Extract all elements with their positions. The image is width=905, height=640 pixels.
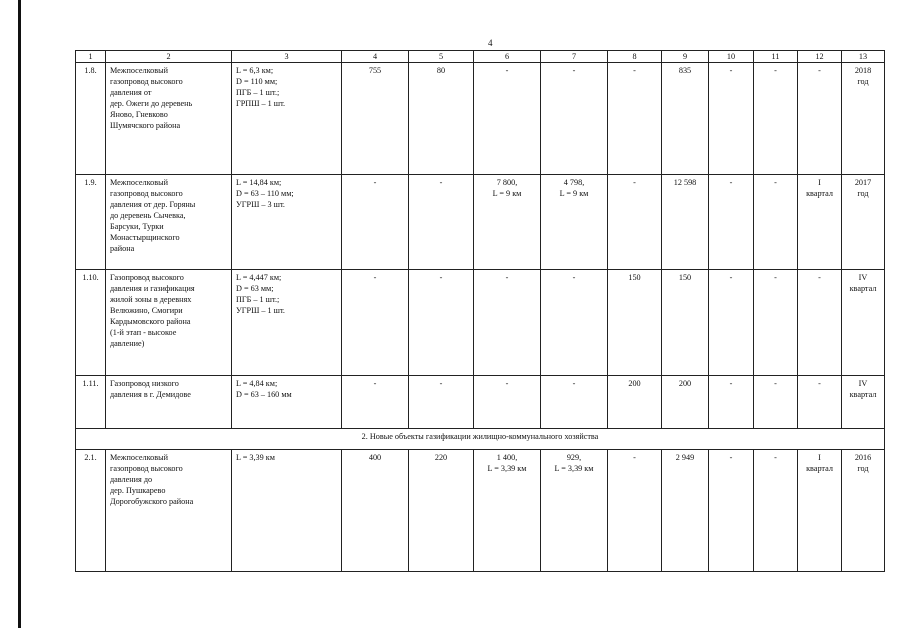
deadline-line: IV (858, 273, 868, 282)
deadline-line: квартал (806, 464, 833, 473)
object-name-line: Межпоселковый (110, 66, 168, 75)
table-row (76, 175, 885, 270)
object-name-line: района (110, 244, 135, 253)
cell-col-4: - (342, 376, 409, 429)
cell-col-8: - (608, 175, 662, 270)
cell-col-4: - (342, 175, 409, 270)
object-name (106, 450, 232, 572)
value-line: L = 3,39 км (487, 464, 527, 473)
value-line: L = 3,39 км (554, 464, 594, 473)
cell-col-11: - (754, 175, 798, 270)
column-header: 9 (662, 51, 709, 63)
column-header: 1 (76, 51, 106, 63)
row-number: 1.10. (76, 270, 106, 376)
value-line: 1 400, (496, 453, 518, 462)
object-params (232, 450, 342, 572)
cell-col-6: - (474, 63, 541, 175)
object-name-line: Яново, Гневково (110, 110, 168, 119)
object-name-line: давление) (110, 339, 145, 348)
object-name-line: давления от дер. Горяны (110, 200, 196, 209)
cell-col-7 (541, 450, 608, 572)
param-line: L = 14,84 км; (236, 178, 282, 187)
object-params (232, 270, 342, 376)
object-name-line: газопровод высокого (110, 77, 183, 86)
param-line: ПГБ – 1 шт.; (236, 88, 280, 97)
object-name (106, 376, 232, 429)
object-params (232, 376, 342, 429)
object-params (232, 175, 342, 270)
deadline-line: год (857, 189, 869, 198)
param-line: D = 63 мм; (236, 284, 274, 293)
cell-col-11: - (754, 450, 798, 572)
cell-col-9: 200 (662, 376, 709, 429)
cell-col-6: - (474, 270, 541, 376)
cell-col-12: - (798, 376, 842, 429)
object-name (106, 270, 232, 376)
param-line: L = 3,39 км (236, 453, 275, 462)
deadline-line: квартал (849, 390, 877, 399)
object-name-line: Межпоселковый (110, 178, 168, 187)
value-line: 929, (566, 453, 582, 462)
object-name-line: давления в г. Демидове (110, 390, 191, 399)
deadline-line: I (818, 178, 821, 187)
cell-col-8: - (608, 450, 662, 572)
deadline-line: 2017 (854, 178, 872, 187)
table-row (76, 450, 885, 572)
cell-col-10: - (709, 175, 754, 270)
object-name (106, 175, 232, 270)
cell-col-7: - (541, 63, 608, 175)
cell-col-12: - (798, 63, 842, 175)
param-line: ГРПШ – 1 шт. (236, 99, 286, 108)
cell-col-5: 80 (409, 63, 474, 175)
column-header: 2 (106, 51, 232, 63)
value-line: L = 9 км (492, 189, 522, 198)
cell-col-5: - (409, 270, 474, 376)
cell-col-11: - (754, 376, 798, 429)
object-name-line: газопровод высокого (110, 189, 183, 198)
column-header: 6 (474, 51, 541, 63)
object-name-line: Кардымовского района (110, 317, 191, 326)
param-line: L = 4,84 км; (236, 379, 278, 388)
cell-col-9: 150 (662, 270, 709, 376)
column-number-row (76, 51, 885, 63)
object-name-line: Велюжино, Смогири (110, 306, 183, 315)
object-name-line: жилой зоны в деревнях (110, 295, 192, 304)
cell-col-12 (798, 175, 842, 270)
deadline-line: 2016 (854, 453, 872, 462)
gasification-table (75, 50, 885, 572)
cell-col-4: 755 (342, 63, 409, 175)
object-name-line: газопровод высокого (110, 464, 183, 473)
deadline-line: год (857, 77, 869, 86)
object-name-line: дер. Пушкарево (110, 486, 166, 495)
deadline-line: квартал (806, 189, 833, 198)
column-header: 5 (409, 51, 474, 63)
object-name-line: Газопровод низкого (110, 379, 179, 388)
row-number: 1.11. (76, 376, 106, 429)
column-header: 4 (342, 51, 409, 63)
deadline-line: 2018 (854, 66, 872, 75)
cell-col-5: - (409, 175, 474, 270)
param-line: УГРШ – 1 шт. (236, 306, 285, 315)
object-name-line: дер. Ожеги до деревень (110, 99, 193, 108)
object-name-line: давления от (110, 88, 152, 97)
object-name-line: Шумячского района (110, 121, 181, 130)
table-row (76, 376, 885, 429)
cell-col-12: - (798, 270, 842, 376)
cell-col-13 (842, 376, 885, 429)
object-params (232, 63, 342, 175)
object-name-line: Монастырщинского (110, 233, 180, 242)
cell-col-9: 12 598 (662, 175, 709, 270)
cell-col-4: 400 (342, 450, 409, 572)
object-name (106, 63, 232, 175)
page-number: 4 (488, 38, 493, 48)
cell-col-6 (474, 450, 541, 572)
left-margin-line (18, 0, 21, 628)
row-number: 1.9. (76, 175, 106, 270)
table-row (76, 270, 885, 376)
cell-col-10: - (709, 450, 754, 572)
object-name-line: Дорогобужского района (110, 497, 194, 506)
object-name-line: Межпоселковый (110, 453, 168, 462)
cell-col-6 (474, 175, 541, 270)
param-line: D = 63 – 160 мм (236, 390, 292, 399)
section-header-row (76, 429, 885, 450)
deadline-line: IV (858, 379, 868, 388)
object-name-line: давления до (110, 475, 153, 484)
cell-col-7: - (541, 270, 608, 376)
column-header: 8 (608, 51, 662, 63)
cell-col-10: - (709, 270, 754, 376)
object-name-line: до деревень Сычевка, (110, 211, 186, 220)
cell-col-5: 220 (409, 450, 474, 572)
object-name-line: Газопровод высокого (110, 273, 184, 282)
column-header: 11 (754, 51, 798, 63)
cell-col-13 (842, 270, 885, 376)
cell-col-4: - (342, 270, 409, 376)
column-header: 10 (709, 51, 754, 63)
deadline-line: квартал (849, 284, 877, 293)
cell-col-9: 2 949 (662, 450, 709, 572)
cell-col-8: - (608, 63, 662, 175)
column-header: 3 (232, 51, 342, 63)
cell-col-7: - (541, 376, 608, 429)
param-line: D = 110 мм; (236, 77, 278, 86)
section-title: 2. Новые объекты газификации жилищно-коммунального хозяйства (76, 429, 885, 450)
cell-col-11: - (754, 63, 798, 175)
object-name-line: давления и газификация (110, 284, 195, 293)
table-row (76, 63, 885, 175)
value-line: 7 800, (496, 178, 518, 187)
cell-col-8: 150 (608, 270, 662, 376)
cell-col-8: 200 (608, 376, 662, 429)
cell-col-10: - (709, 63, 754, 175)
cell-col-7 (541, 175, 608, 270)
value-line: L = 9 км (559, 189, 589, 198)
object-name-line: Барсуки, Турки (110, 222, 164, 231)
cell-col-13 (842, 175, 885, 270)
deadline-line: I (818, 453, 821, 462)
param-line: ПГБ – 1 шт.; (236, 295, 280, 304)
param-line: УГРШ – 3 шт. (236, 200, 285, 209)
column-header: 13 (842, 51, 885, 63)
column-header: 7 (541, 51, 608, 63)
row-number: 2.1. (76, 450, 106, 572)
row-number: 1.8. (76, 63, 106, 175)
cell-col-13 (842, 450, 885, 572)
cell-col-9: 835 (662, 63, 709, 175)
cell-col-12 (798, 450, 842, 572)
cell-col-5: - (409, 376, 474, 429)
cell-col-11: - (754, 270, 798, 376)
value-line: 4 798, (563, 178, 585, 187)
param-line: D = 63 – 110 мм; (236, 189, 294, 198)
param-line: L = 6,3 км; (236, 66, 274, 75)
cell-col-10: - (709, 376, 754, 429)
column-header: 12 (798, 51, 842, 63)
cell-col-6: - (474, 376, 541, 429)
cell-col-13 (842, 63, 885, 175)
object-name-line: (1-й этап - высокое (110, 328, 177, 337)
deadline-line: год (857, 464, 869, 473)
param-line: L = 4,447 км; (236, 273, 282, 282)
